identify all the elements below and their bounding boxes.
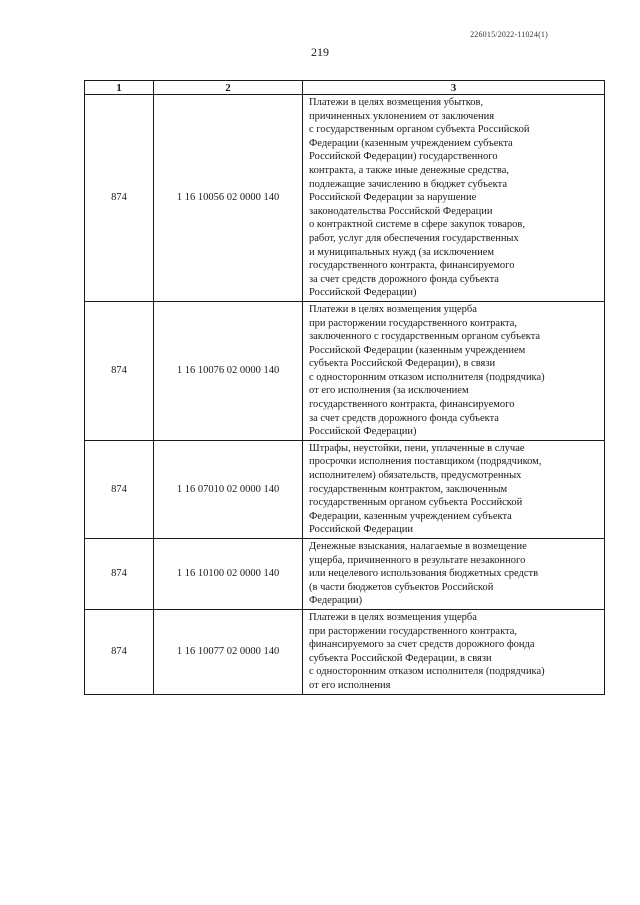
description-line: и муниципальных нужд (за исключением (309, 246, 494, 258)
budget-classification-code-cell: 1 16 10077 02 0000 140 (154, 609, 303, 694)
description-line: (в части бюджетов субъектов Российской (309, 581, 494, 593)
description-line: Федерации (казенным учреждением субъекта (309, 137, 513, 149)
budget-classification-code-cell: 1 16 10056 02 0000 140 (154, 95, 303, 302)
admin-code-cell: 874 (85, 609, 154, 694)
description-line: государственного контракта, финансируемого (309, 260, 515, 272)
description-line: Платежи в целях возмещения ущерба (309, 303, 477, 315)
description-line: государственным контрактом, заключенным (309, 483, 508, 495)
budget-classification-code-cell: 1 16 10076 02 0000 140 (154, 301, 303, 440)
description-line: с односторонним отказом исполнителя (подрядчика) (309, 666, 545, 678)
description-line: Российской Федерации) государственного (309, 151, 498, 163)
table-row (85, 539, 605, 610)
description-line: Федерации) (309, 595, 363, 607)
revenue-description-cell (303, 95, 605, 302)
budget-classification-code-cell: 1 16 10100 02 0000 140 (154, 539, 303, 610)
description-line: государственным органом субъекта Российской (309, 497, 523, 509)
description-line: за счет средств дорожного фонда субъекта (309, 273, 499, 285)
description-line: от его исполнения (309, 679, 391, 691)
revenue-description-cell (303, 301, 605, 440)
description-line: Штрафы, неустойки, пени, уплаченные в случае (309, 442, 525, 454)
description-line: от его исполнения (за исключением (309, 385, 469, 397)
revenue-description-cell (303, 609, 605, 694)
description-line: Российской Федерации (309, 524, 413, 536)
column-header-2: 2 (154, 81, 303, 95)
description-line: Платежи в целях возмещения убытков, (309, 97, 484, 108)
description-line: ущерба, причиненного в результате незаконного (309, 554, 526, 566)
revenue-description-cell (303, 440, 605, 538)
description-line: просрочки исполнения поставщиком (подрядчиком, (309, 456, 542, 468)
description-line: с односторонним отказом исполнителя (подрядчика) (309, 371, 545, 383)
description-line: или нецелевого использования бюджетных средств (309, 568, 539, 580)
description-line: государственного контракта, финансируемого (309, 399, 515, 411)
table-row (85, 440, 605, 538)
description-line: работ, услуг для обеспечения государственных (309, 232, 519, 244)
admin-code-cell: 874 (85, 440, 154, 538)
table-row (85, 609, 605, 694)
description-line: при расторжении государственного контракта, (309, 317, 518, 329)
admin-code-cell: 874 (85, 301, 154, 440)
description-line: субъекта Российской Федерации), в связи (309, 358, 496, 370)
column-header-3: 3 (303, 81, 605, 95)
description-line: за счет средств дорожного фонда субъекта (309, 412, 499, 424)
admin-code-cell: 874 (85, 539, 154, 610)
column-header-1: 1 (85, 81, 154, 95)
table-row (85, 301, 605, 440)
table-row (85, 95, 605, 302)
description-line: при расторжении государственного контракта, (309, 625, 518, 637)
table-body (85, 95, 605, 695)
description-line: подлежащие зачислению в бюджет субъекта (309, 178, 507, 190)
page-number: 219 (311, 45, 329, 59)
budget-classification-code-cell: 1 16 07010 02 0000 140 (154, 440, 303, 538)
description-line: заключенного с государственным органом субъекта (309, 331, 541, 343)
description-line: финансируемого за счет средств дорожного фонда (309, 639, 535, 651)
description-line: Российской Федерации) (309, 426, 417, 438)
description-line: Денежные взыскания, налагаемые в возмещение (309, 541, 527, 552)
table-header-row (85, 81, 605, 95)
admin-code-cell: 874 (85, 95, 154, 302)
document-reference-number: 226015/2022-11024(1) (470, 30, 548, 39)
description-line: Российской Федерации за нарушение (309, 192, 477, 204)
description-line: Российской Федерации (казенным учреждением (309, 344, 526, 356)
revenue-description-cell (303, 539, 605, 610)
description-line: контракта, а также иные денежные средства, (309, 164, 510, 176)
description-line: законодательства Российской Федерации (309, 205, 493, 217)
description-line: Федерации, казенным учреждением субъекта (309, 510, 512, 522)
description-line: исполнителем) обязательств, предусмотренных (309, 470, 522, 482)
description-line: о контрактной системе в сфере закупок товаров, (309, 219, 525, 231)
description-line: Платежи в целях возмещения ущерба (309, 611, 477, 623)
description-line: субъекта Российской Федерации, в связи (309, 652, 492, 664)
description-line: причиненных уклонением от заключения (309, 110, 495, 122)
description-line: Российской Федерации) (309, 287, 417, 299)
description-line: с государственным органом субъекта Российской (309, 124, 530, 136)
revenue-codes-table (84, 80, 605, 695)
